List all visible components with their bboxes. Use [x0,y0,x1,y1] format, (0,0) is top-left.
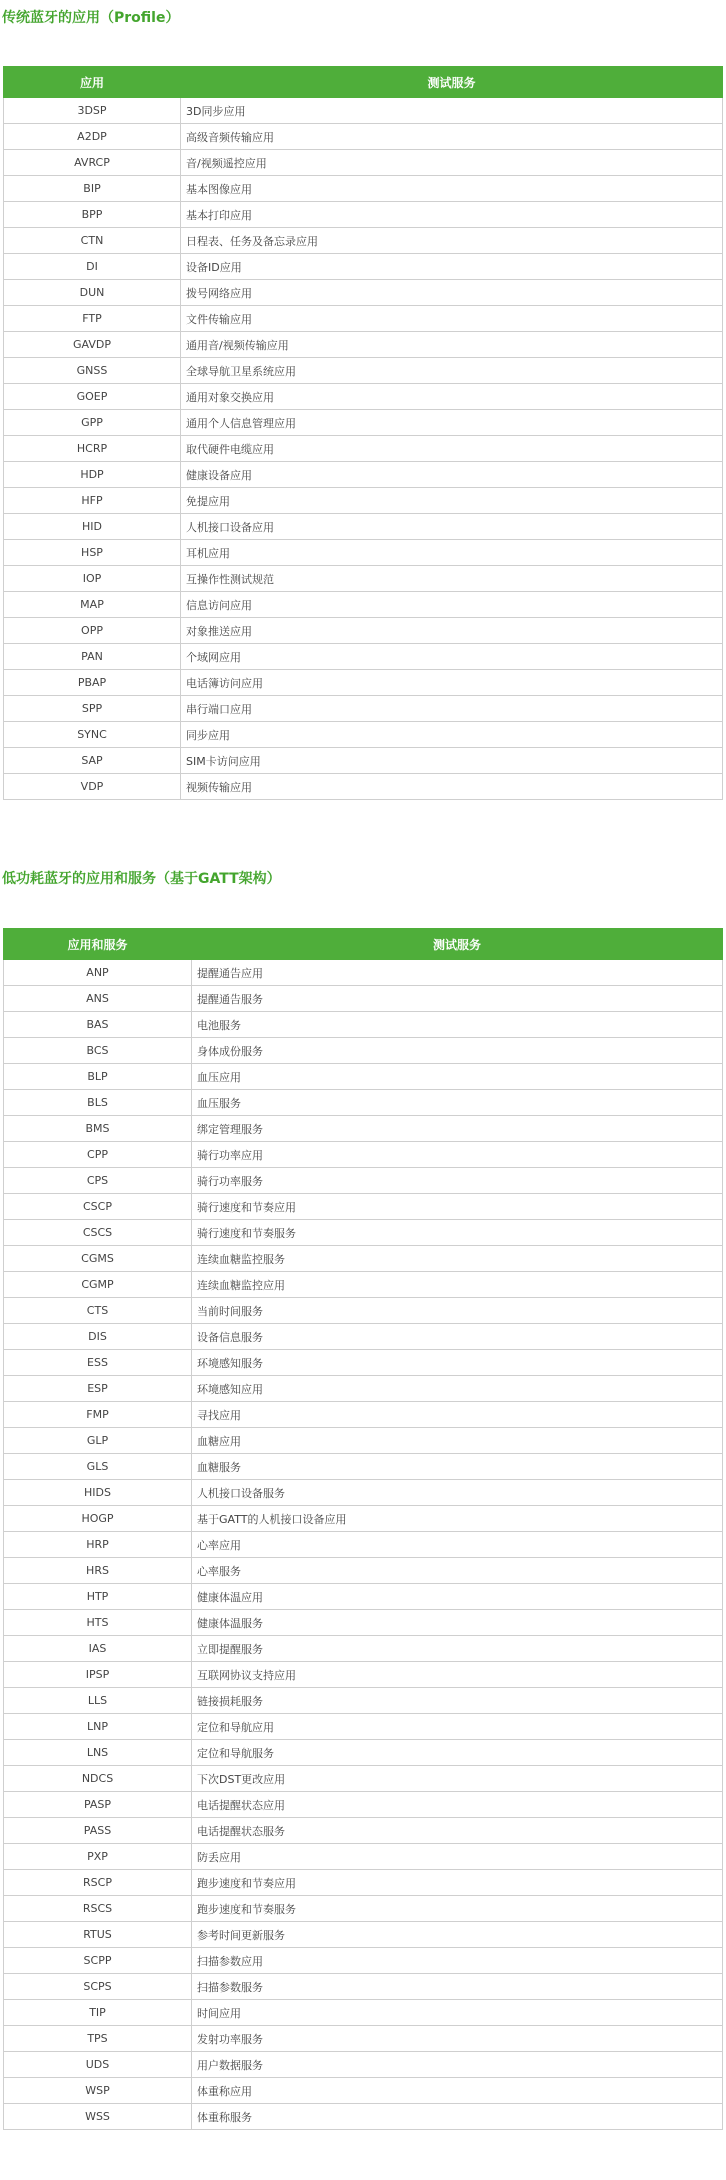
abbreviation-cell: PBAP [4,670,181,696]
table-row [4,986,723,1012]
description-cell: 人机接口设备应用 [181,514,723,540]
description-cell: 血压应用 [192,1064,723,1090]
table-header-row [4,67,723,98]
table-row [4,2104,723,2130]
column-header-app-and-service: 应用和服务 [4,929,192,960]
description-cell: 电话簿访问应用 [181,670,723,696]
description-cell: 个域网应用 [181,644,723,670]
description-cell: 文件传输应用 [181,306,723,332]
section-title-classic-profiles: 传统蓝牙的应用（Profile） [2,10,180,26]
abbreviation-cell: HCRP [4,436,181,462]
table-row [4,1038,723,1064]
table-row [4,1454,723,1480]
abbreviation-cell: DIS [4,1324,192,1350]
table-row [4,1220,723,1246]
description-cell: 参考时间更新服务 [192,1922,723,1948]
description-cell: 链接损耗服务 [192,1688,723,1714]
description-cell: 人机接口设备服务 [192,1480,723,1506]
table-row [4,462,723,488]
description-cell: 提醒通告服务 [192,986,723,1012]
description-cell: 心率服务 [192,1558,723,1584]
table-row [4,540,723,566]
column-header-test-service: 测试服务 [192,929,723,960]
description-cell: 互操作性测试规范 [181,566,723,592]
abbreviation-cell: HTP [4,1584,192,1610]
abbreviation-cell: BLS [4,1090,192,1116]
abbreviation-cell: HRP [4,1532,192,1558]
abbreviation-cell: CGMS [4,1246,192,1272]
description-cell: 通用对象交换应用 [181,384,723,410]
table-row [4,98,723,124]
table-row [4,410,723,436]
table-row [4,1688,723,1714]
table-row [4,2052,723,2078]
abbreviation-cell: SCPP [4,1948,192,1974]
abbreviation-cell: DUN [4,280,181,306]
table-row [4,1532,723,1558]
table-row [4,150,723,176]
description-cell: 通用音/视频传输应用 [181,332,723,358]
table-row [4,488,723,514]
table-row [4,1974,723,2000]
abbreviation-cell: CPS [4,1168,192,1194]
description-cell: 提醒通告应用 [192,960,723,986]
abbreviation-cell: ANP [4,960,192,986]
description-cell: 寻找应用 [192,1402,723,1428]
table-row [4,1818,723,1844]
description-cell: 基于GATT的人机接口设备应用 [192,1506,723,1532]
table-row [4,228,723,254]
description-cell: 基本图像应用 [181,176,723,202]
abbreviation-cell: CGMP [4,1272,192,1298]
table-row [4,1844,723,1870]
abbreviation-cell: IAS [4,1636,192,1662]
abbreviation-cell: LNS [4,1740,192,1766]
table-row [4,1636,723,1662]
abbreviation-cell: HSP [4,540,181,566]
description-cell: 扫描参数应用 [192,1948,723,1974]
abbreviation-cell: RSCP [4,1870,192,1896]
abbreviation-cell: HOGP [4,1506,192,1532]
description-cell: 全球导航卫星系统应用 [181,358,723,384]
table-row [4,1948,723,1974]
table-row [4,1168,723,1194]
table-row [4,618,723,644]
table-row [4,2000,723,2026]
abbreviation-cell: ESP [4,1376,192,1402]
table-row [4,1402,723,1428]
description-cell: 绑定管理服务 [192,1116,723,1142]
description-cell: 视频传输应用 [181,774,723,800]
table-row [4,384,723,410]
description-cell: 互联网协议支持应用 [192,1662,723,1688]
description-cell: 耳机应用 [181,540,723,566]
abbreviation-cell: RSCS [4,1896,192,1922]
table-row [4,254,723,280]
abbreviation-cell: PAN [4,644,181,670]
table-row [4,670,723,696]
description-cell: 定位和导航应用 [192,1714,723,1740]
table-row [4,332,723,358]
abbreviation-cell: PASS [4,1818,192,1844]
abbreviation-cell: GLP [4,1428,192,1454]
table-row [4,1792,723,1818]
table-row [4,176,723,202]
abbreviation-cell: A2DP [4,124,181,150]
description-cell: 下次DST更改应用 [192,1766,723,1792]
description-cell: 跑步速度和节奏服务 [192,1896,723,1922]
abbreviation-cell: IOP [4,566,181,592]
abbreviation-cell: SCPS [4,1974,192,2000]
description-cell: 当前时间服务 [192,1298,723,1324]
description-cell: 日程表、任务及备忘录应用 [181,228,723,254]
abbreviation-cell: TPS [4,2026,192,2052]
abbreviation-cell: BIP [4,176,181,202]
abbreviation-cell: BPP [4,202,181,228]
abbreviation-cell: PASP [4,1792,192,1818]
abbreviation-cell: TIP [4,2000,192,2026]
description-cell: 健康体温服务 [192,1610,723,1636]
table-row [4,1064,723,1090]
description-cell: 电池服务 [192,1012,723,1038]
table-row [4,2078,723,2104]
abbreviation-cell: NDCS [4,1766,192,1792]
column-header-profile: 应用 [4,67,181,98]
abbreviation-cell: GNSS [4,358,181,384]
description-cell: 血压服务 [192,1090,723,1116]
table-row [4,1610,723,1636]
abbreviation-cell: HIDS [4,1480,192,1506]
abbreviation-cell: SPP [4,696,181,722]
description-cell: 基本打印应用 [181,202,723,228]
table-row [4,1116,723,1142]
description-cell: 用户数据服务 [192,2052,723,2078]
table-row [4,1896,723,1922]
description-cell: 防丢应用 [192,1844,723,1870]
abbreviation-cell: CTN [4,228,181,254]
abbreviation-cell: IPSP [4,1662,192,1688]
description-cell: 发射功率服务 [192,2026,723,2052]
table-row [4,1090,723,1116]
table-row [4,1272,723,1298]
description-cell: 血糖应用 [192,1428,723,1454]
description-cell: 跑步速度和节奏应用 [192,1870,723,1896]
table-row [4,1558,723,1584]
abbreviation-cell: AVRCP [4,150,181,176]
table-row [4,1870,723,1896]
description-cell: 同步应用 [181,722,723,748]
abbreviation-cell: FMP [4,1402,192,1428]
classic-profiles-table [3,66,723,800]
table-row [4,1246,723,1272]
description-cell: 连续血糖监控服务 [192,1246,723,1272]
description-cell: 时间应用 [192,2000,723,2026]
ble-services-body [4,960,723,2130]
table-row [4,1298,723,1324]
description-cell: 通用个人信息管理应用 [181,410,723,436]
abbreviation-cell: BAS [4,1012,192,1038]
abbreviation-cell: GAVDP [4,332,181,358]
ble-services-table [3,928,723,2130]
abbreviation-cell: BLP [4,1064,192,1090]
description-cell: 免提应用 [181,488,723,514]
abbreviation-cell: CSCP [4,1194,192,1220]
description-cell: 健康体温应用 [192,1584,723,1610]
table-row [4,1506,723,1532]
table-row [4,514,723,540]
description-cell: 电话提醒状态应用 [192,1792,723,1818]
abbreviation-cell: DI [4,254,181,280]
table-row [4,748,723,774]
table-row [4,124,723,150]
description-cell: 骑行速度和节奏应用 [192,1194,723,1220]
description-cell: 骑行功率服务 [192,1168,723,1194]
description-cell: 3D同步应用 [181,98,723,124]
table-row [4,1584,723,1610]
description-cell: 信息访问应用 [181,592,723,618]
table-row [4,1350,723,1376]
abbreviation-cell: 3DSP [4,98,181,124]
description-cell: 对象推送应用 [181,618,723,644]
table-row [4,358,723,384]
description-cell: 拨号网络应用 [181,280,723,306]
table-row [4,1324,723,1350]
table-row [4,2026,723,2052]
description-cell: 高级音频传输应用 [181,124,723,150]
table-row [4,436,723,462]
description-cell: SIM卡访问应用 [181,748,723,774]
description-cell: 环境感知服务 [192,1350,723,1376]
abbreviation-cell: CPP [4,1142,192,1168]
table-row [4,1142,723,1168]
abbreviation-cell: LNP [4,1714,192,1740]
description-cell: 体重称服务 [192,2104,723,2130]
abbreviation-cell: BMS [4,1116,192,1142]
table-row [4,1194,723,1220]
description-cell: 扫描参数服务 [192,1974,723,2000]
section-title-ble-services: 低功耗蓝牙的应用和服务（基于GATT架构） [2,871,281,887]
description-cell: 体重称应用 [192,2078,723,2104]
description-cell: 血糖服务 [192,1454,723,1480]
description-cell: 立即提醒服务 [192,1636,723,1662]
description-cell: 串行端口应用 [181,696,723,722]
table-row [4,1428,723,1454]
classic-profiles-body [4,98,723,800]
abbreviation-cell: FTP [4,306,181,332]
abbreviation-cell: VDP [4,774,181,800]
table-row [4,306,723,332]
table-row [4,280,723,306]
description-cell: 骑行功率应用 [192,1142,723,1168]
abbreviation-cell: GLS [4,1454,192,1480]
abbreviation-cell: HDP [4,462,181,488]
table-row [4,1922,723,1948]
description-cell: 取代硬件电缆应用 [181,436,723,462]
description-cell: 环境感知应用 [192,1376,723,1402]
abbreviation-cell: WSP [4,2078,192,2104]
abbreviation-cell: SYNC [4,722,181,748]
abbreviation-cell: GPP [4,410,181,436]
table-row [4,722,723,748]
abbreviation-cell: CTS [4,1298,192,1324]
table-row [4,1766,723,1792]
abbreviation-cell: ESS [4,1350,192,1376]
description-cell: 骑行速度和节奏服务 [192,1220,723,1246]
table-row [4,566,723,592]
table-row [4,202,723,228]
abbreviation-cell: OPP [4,618,181,644]
table-row [4,1012,723,1038]
abbreviation-cell: HTS [4,1610,192,1636]
table-row [4,1480,723,1506]
table-row [4,1662,723,1688]
description-cell: 身体成份服务 [192,1038,723,1064]
description-cell: 设备信息服务 [192,1324,723,1350]
description-cell: 电话提醒状态服务 [192,1818,723,1844]
table-row [4,1740,723,1766]
abbreviation-cell: MAP [4,592,181,618]
abbreviation-cell: UDS [4,2052,192,2078]
abbreviation-cell: HFP [4,488,181,514]
abbreviation-cell: RTUS [4,1922,192,1948]
description-cell: 心率应用 [192,1532,723,1558]
table-row [4,592,723,618]
abbreviation-cell: HID [4,514,181,540]
table-row [4,774,723,800]
table-row [4,644,723,670]
abbreviation-cell: GOEP [4,384,181,410]
column-header-test-service: 测试服务 [181,67,723,98]
table-row [4,960,723,986]
table-header-row [4,929,723,960]
description-cell: 定位和导航服务 [192,1740,723,1766]
abbreviation-cell: WSS [4,2104,192,2130]
description-cell: 连续血糖监控应用 [192,1272,723,1298]
table-row [4,696,723,722]
description-cell: 音/视频遥控应用 [181,150,723,176]
table-row [4,1376,723,1402]
abbreviation-cell: ANS [4,986,192,1012]
abbreviation-cell: BCS [4,1038,192,1064]
abbreviation-cell: SAP [4,748,181,774]
table-row [4,1714,723,1740]
description-cell: 健康设备应用 [181,462,723,488]
abbreviation-cell: HRS [4,1558,192,1584]
abbreviation-cell: PXP [4,1844,192,1870]
abbreviation-cell: CSCS [4,1220,192,1246]
description-cell: 设备ID应用 [181,254,723,280]
abbreviation-cell: LLS [4,1688,192,1714]
